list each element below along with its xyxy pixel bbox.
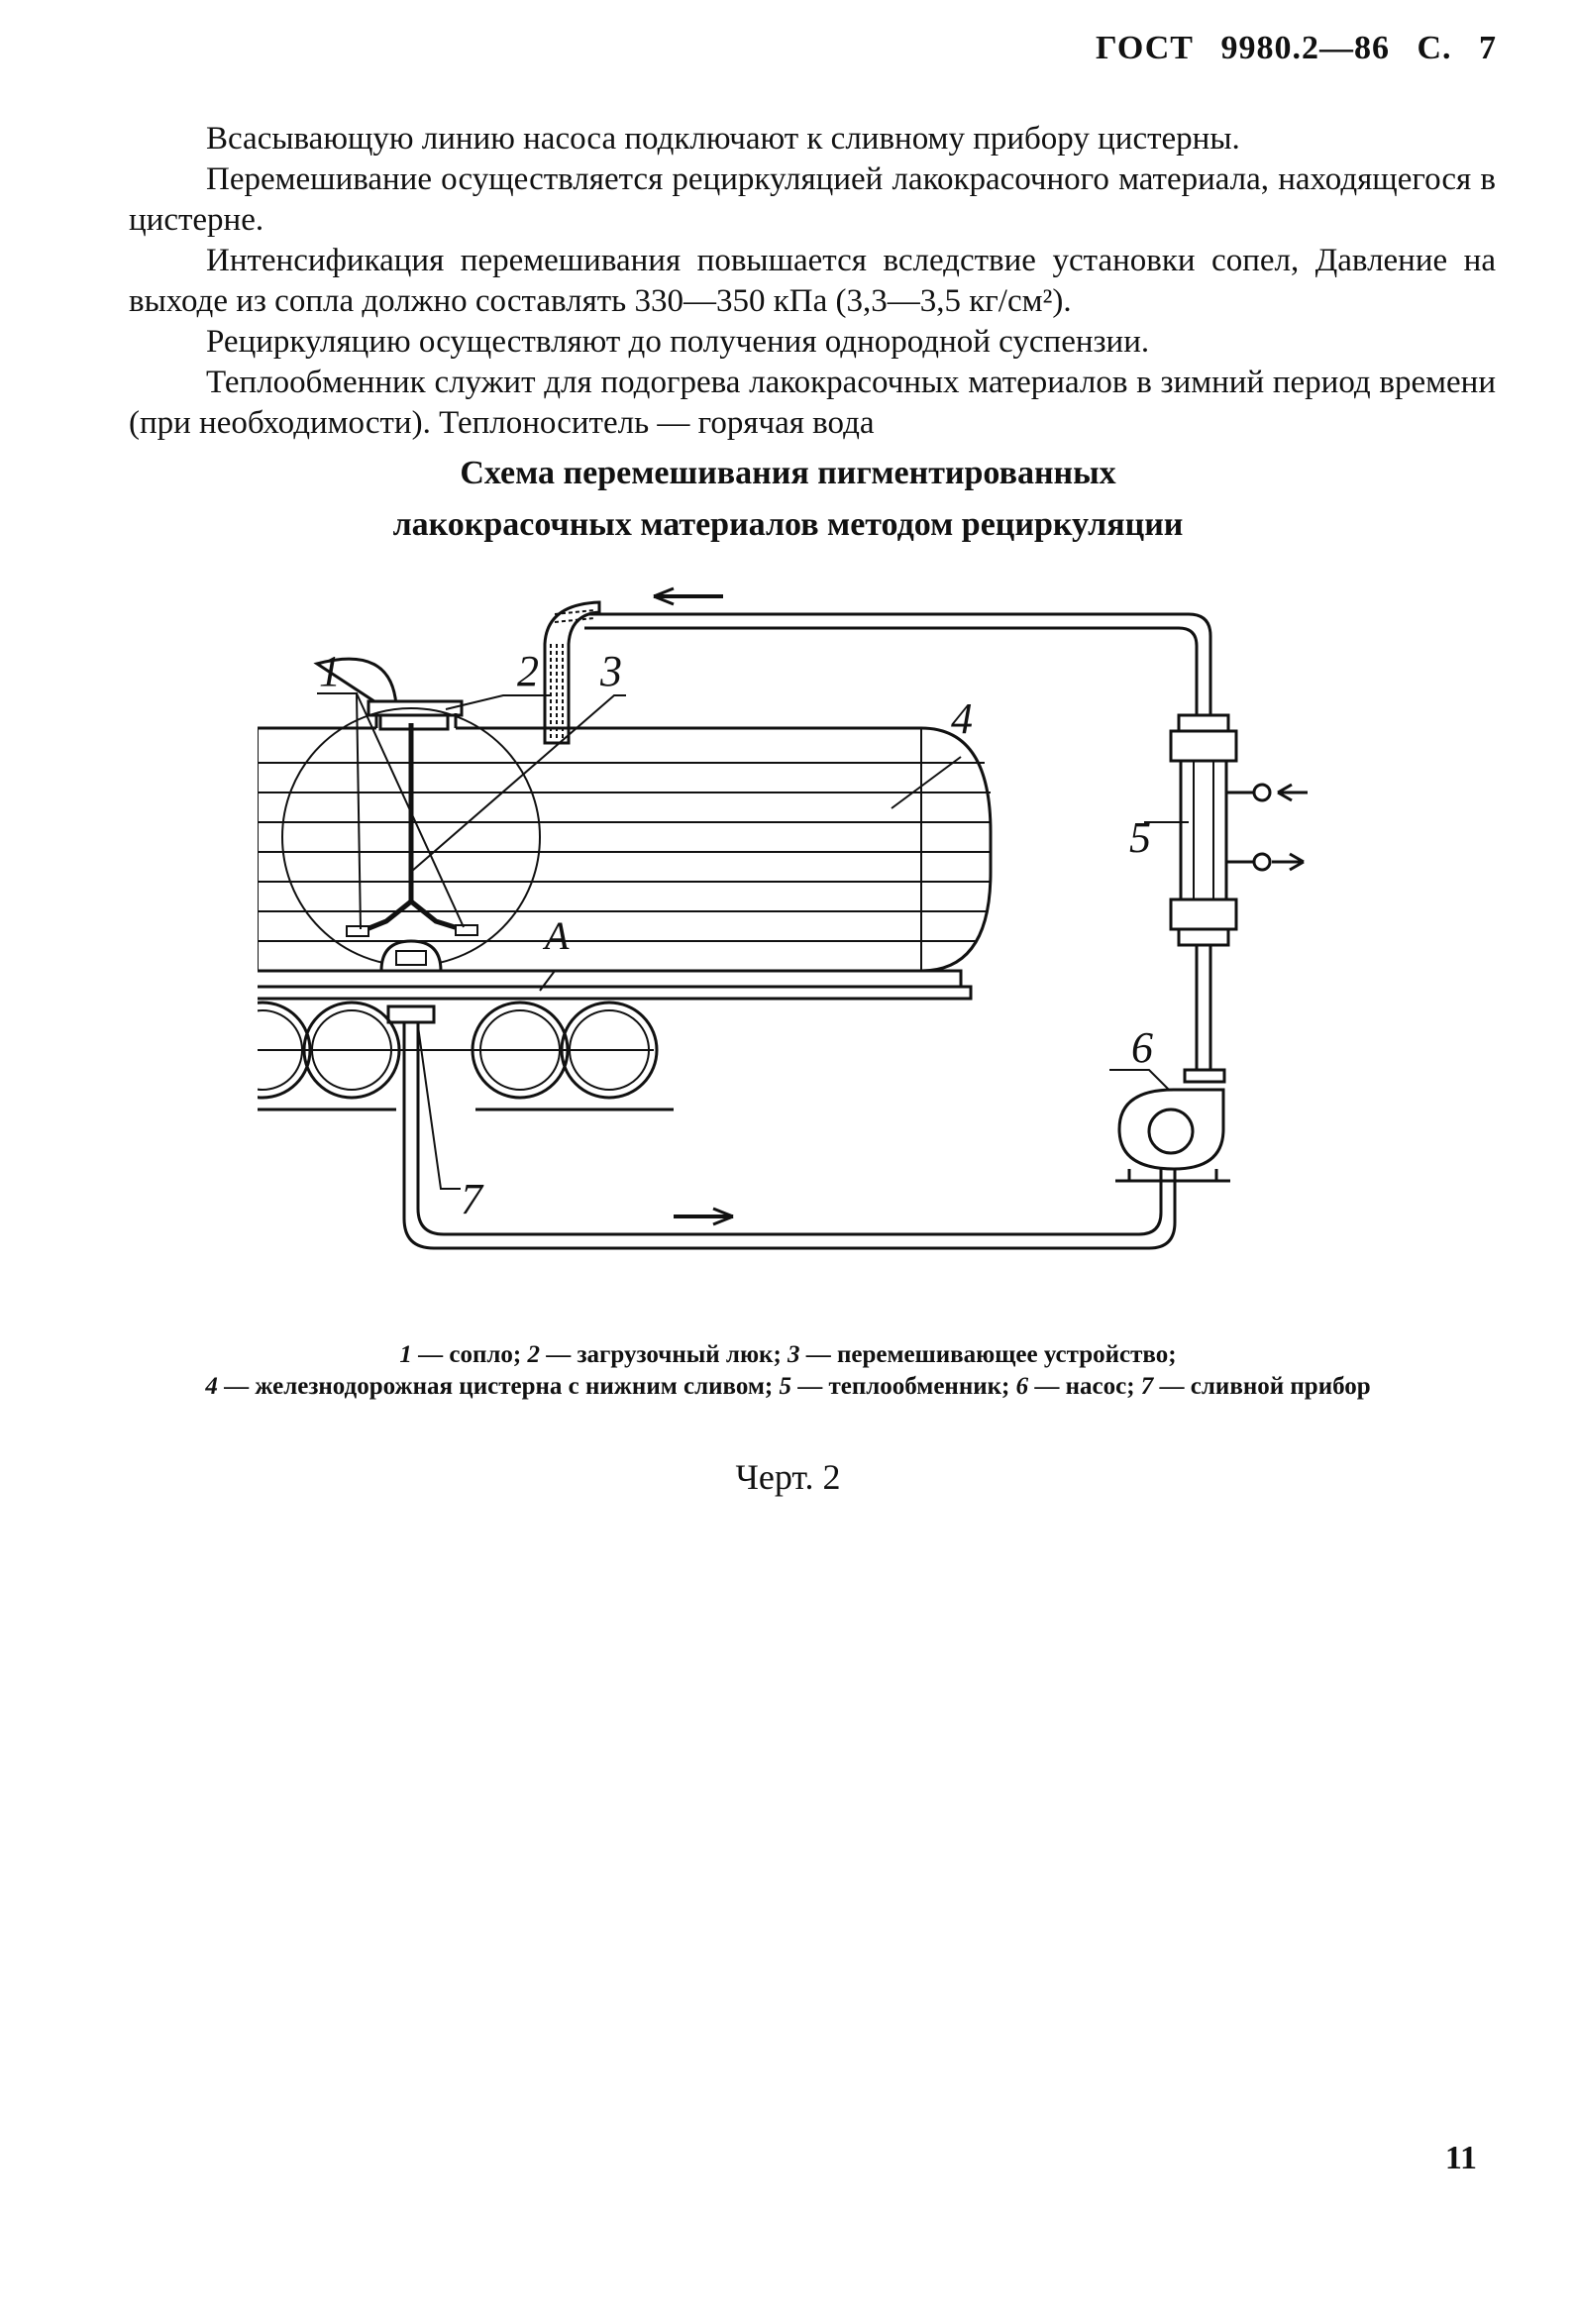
legend-num: 6	[1015, 1373, 1029, 1400]
paragraph-suction-line: Всасывающую линию насоса подключают к сливному прибору цистерны.	[206, 121, 1240, 157]
mixing-device	[347, 723, 477, 936]
paragraph-heat-exchanger: Теплообменник служит для подогрева лакокрасочных материалов в зимний период времени (при необходимости). Теплоноситель — горячая вода	[129, 365, 1496, 441]
chassis	[258, 971, 971, 1109]
legend-num: 3	[788, 1341, 800, 1368]
recirculation-diagram	[258, 575, 1308, 1308]
legend-num: 7	[1140, 1373, 1154, 1400]
legend-num: 1	[399, 1341, 412, 1368]
header-standard: ГОСТ	[1096, 30, 1194, 66]
figure-legend	[0, 1339, 1576, 1403]
legend-text: — перемешивающее устройство;	[799, 1341, 1177, 1368]
label-pump: 6	[1131, 1023, 1153, 1072]
label-mixer: 3	[600, 647, 622, 695]
suction-pipe	[404, 1022, 1175, 1248]
label-drain: 7	[461, 1175, 482, 1223]
label-tank: 4	[951, 694, 973, 743]
label-heat-exchanger: 5	[1129, 813, 1151, 862]
legend-num: 5	[779, 1373, 791, 1400]
page-header	[1096, 30, 1497, 67]
header-page-ref: С. 7	[1417, 30, 1497, 66]
paragraph-recirculation: Рециркуляцию осуществляют до получения однородной суспензии.	[206, 324, 1150, 360]
body-text	[129, 119, 1496, 444]
figure-title-line-1: Схема перемешивания пигментированных	[460, 455, 1116, 491]
paragraph-mixing: Перемешивание осуществляется рециркуляцией лакокрасочного материала, находящегося в цистерне.	[129, 161, 1496, 238]
label-detail-a: А	[545, 913, 570, 958]
legend-text: — железнодорожная цистерна с нижним сливом;	[217, 1373, 780, 1400]
legend-line-1	[0, 1339, 1576, 1371]
page-number: 11	[1444, 2140, 1477, 2176]
legend-num: 2	[527, 1341, 541, 1368]
label-hatch: 2	[517, 647, 539, 695]
legend-text: — насос;	[1028, 1373, 1141, 1400]
return-pipe	[545, 588, 1210, 743]
pump	[1115, 1090, 1230, 1181]
legend-text: — сливной прибор	[1153, 1373, 1371, 1400]
heat-exchanger	[1171, 715, 1308, 945]
legend-text: — сопло;	[411, 1341, 528, 1368]
paragraph-intensification: Интенсификация перемешивания повышается вследствие установки сопел, Давление на выходе из сопла должно составлять 330—350 кПа (3,3—3,5 кг/см²).	[129, 243, 1496, 319]
legend-line-2	[0, 1371, 1576, 1403]
pump-line	[1185, 945, 1224, 1082]
legend-text: — теплообменник;	[791, 1373, 1016, 1400]
figure-title	[0, 448, 1576, 551]
legend-num: 4	[205, 1373, 218, 1400]
figure-label: Черт. 2	[735, 1457, 841, 1497]
label-nozzle: 1	[319, 647, 341, 695]
legend-text: — загрузочный люк;	[540, 1341, 788, 1368]
header-number: 9980.2—86	[1220, 30, 1390, 66]
figure-title-line-2: лакокрасочных материалов методом рециркуляции	[392, 506, 1184, 543]
